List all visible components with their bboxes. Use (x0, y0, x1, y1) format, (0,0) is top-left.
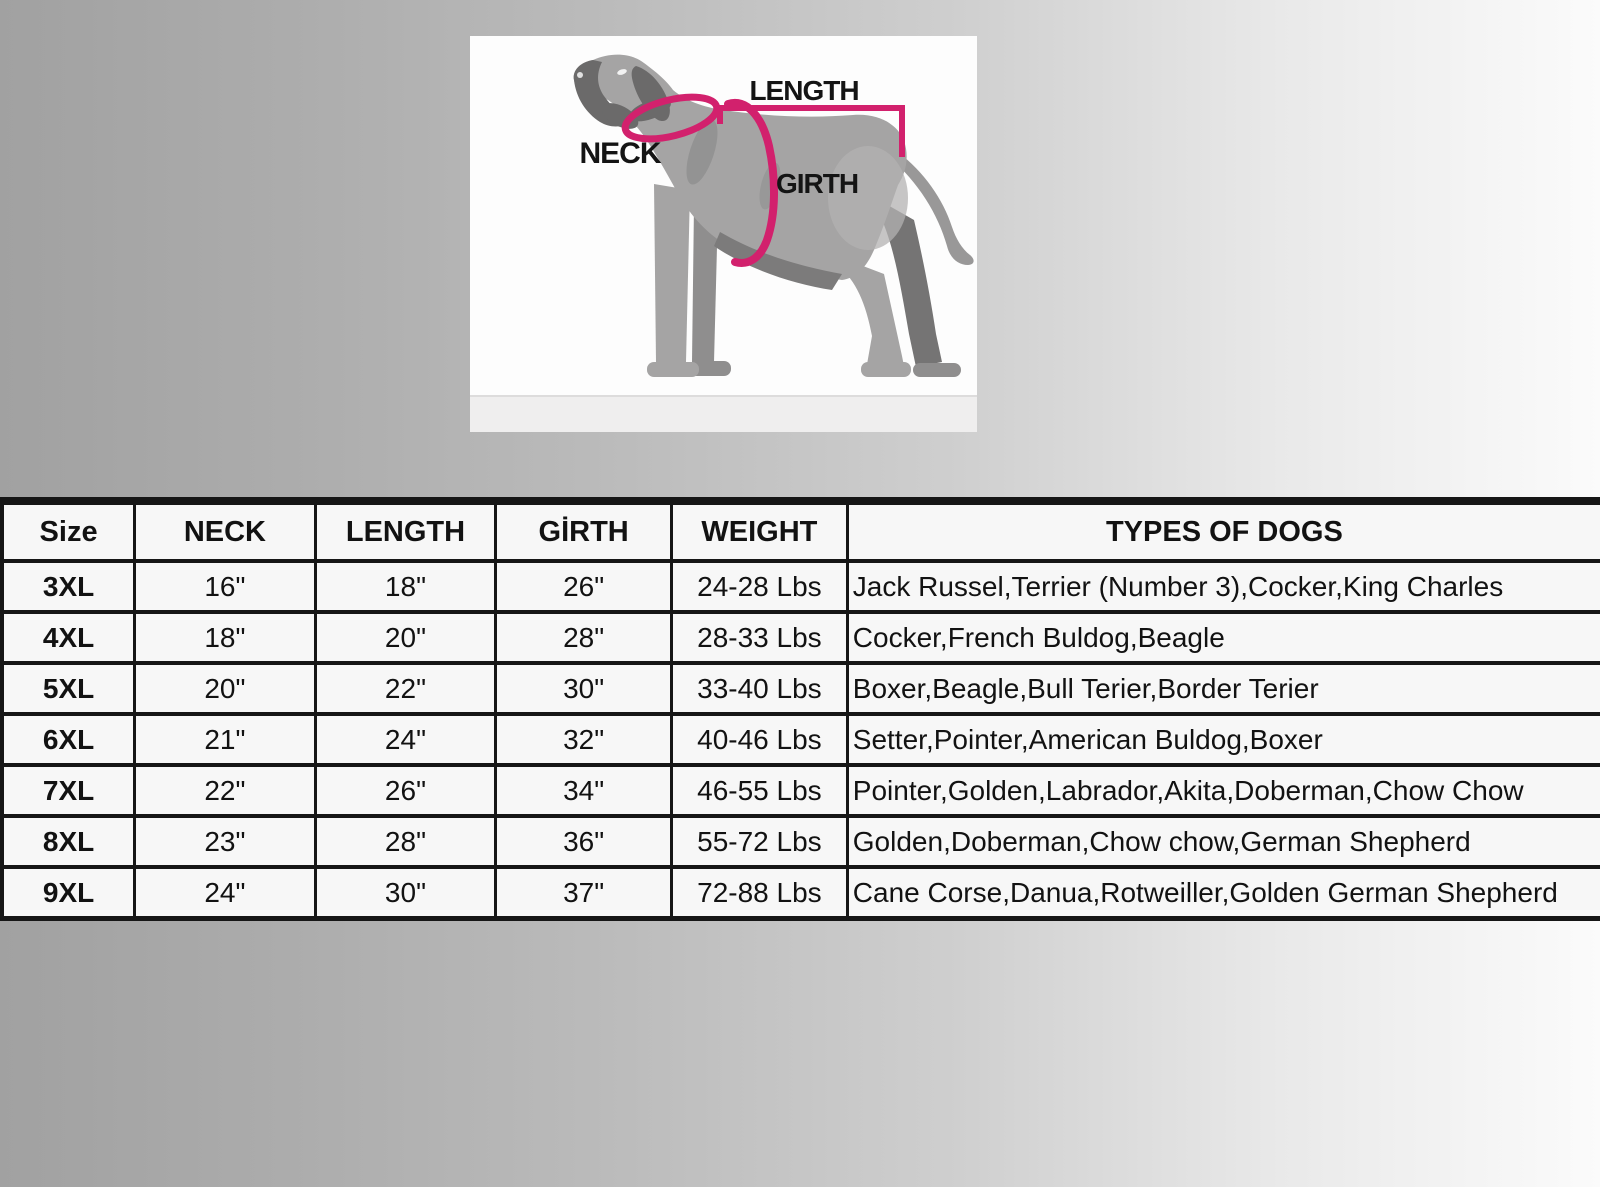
girth-label: GIRTH (776, 168, 859, 199)
size-cell: 8XL (2, 816, 135, 867)
length-cell: 18" (315, 561, 496, 612)
weight-cell: 55-72 Lbs (672, 816, 848, 867)
weight-cell: 46-55 Lbs (672, 765, 848, 816)
col-header-neck: NECK (135, 501, 316, 561)
nose-highlight (577, 72, 583, 78)
table-row (2, 867, 1600, 919)
table-row (2, 765, 1600, 816)
size-cell: 5XL (2, 663, 135, 714)
neck-label: NECK (579, 137, 661, 170)
size-cell: 7XL (2, 765, 135, 816)
girth-cell: 32" (496, 714, 672, 765)
types-cell: Jack Russel,Terrier (Number 3),Cocker,King Charles (847, 561, 1600, 612)
neck-cell: 24" (135, 867, 316, 919)
types-cell: Pointer,Golden,Labrador,Akita,Doberman,Chow Chow (847, 765, 1600, 816)
length-cell: 28" (315, 816, 496, 867)
types-cell: Golden,Doberman,Chow chow,German Shepherd (847, 816, 1600, 867)
length-cell: 30" (315, 867, 496, 919)
girth-cell: 30" (496, 663, 672, 714)
weight-cell: 33-40 Lbs (672, 663, 848, 714)
near-front-leg (654, 184, 690, 362)
neck-cell: 16" (135, 561, 316, 612)
header-row (2, 501, 1600, 561)
girth-cell: 34" (496, 765, 672, 816)
col-header-types: TYPES OF DOGS (847, 501, 1600, 561)
size-chart-table (0, 497, 1600, 921)
table-row (2, 561, 1600, 612)
size-cell: 3XL (2, 561, 135, 612)
types-cell: Boxer,Beagle,Bull Terier,Border Terier (847, 663, 1600, 714)
weight-cell: 40-46 Lbs (672, 714, 848, 765)
col-header-length: LENGTH (315, 501, 496, 561)
weight-cell: 28-33 Lbs (672, 612, 848, 663)
neck-cell: 21" (135, 714, 316, 765)
size-cell: 4XL (2, 612, 135, 663)
col-header-weight: WEIGHT (672, 501, 848, 561)
dog-measurement-diagram (470, 36, 977, 432)
neck-cell: 22" (135, 765, 316, 816)
size-cell: 6XL (2, 714, 135, 765)
length-label: LENGTH (749, 75, 859, 106)
near-rear-leg (838, 258, 904, 370)
girth-cell: 26" (496, 561, 672, 612)
table-row (2, 612, 1600, 663)
dog-illustration (470, 36, 977, 432)
col-header-girth: GİRTH (496, 501, 672, 561)
table-row (2, 714, 1600, 765)
size-cell: 9XL (2, 867, 135, 919)
weight-cell: 72-88 Lbs (672, 867, 848, 919)
floor-strip (470, 396, 977, 432)
types-cell: Setter,Pointer,American Buldog,Boxer (847, 714, 1600, 765)
girth-cell: 36" (496, 816, 672, 867)
table-row (2, 816, 1600, 867)
neck-cell: 23" (135, 816, 316, 867)
length-cell: 20" (315, 612, 496, 663)
table-row (2, 663, 1600, 714)
length-cell: 26" (315, 765, 496, 816)
neck-cell: 20" (135, 663, 316, 714)
length-cell: 22" (315, 663, 496, 714)
types-cell: Cocker,French Buldog,Beagle (847, 612, 1600, 663)
girth-cell: 28" (496, 612, 672, 663)
girth-cell: 37" (496, 867, 672, 919)
col-header-size: Size (2, 501, 135, 561)
types-cell: Cane Corse,Danua,Rotweiller,Golden German Shepherd (847, 867, 1600, 919)
length-cell: 24" (315, 714, 496, 765)
neck-cell: 18" (135, 612, 316, 663)
weight-cell: 24-28 Lbs (672, 561, 848, 612)
